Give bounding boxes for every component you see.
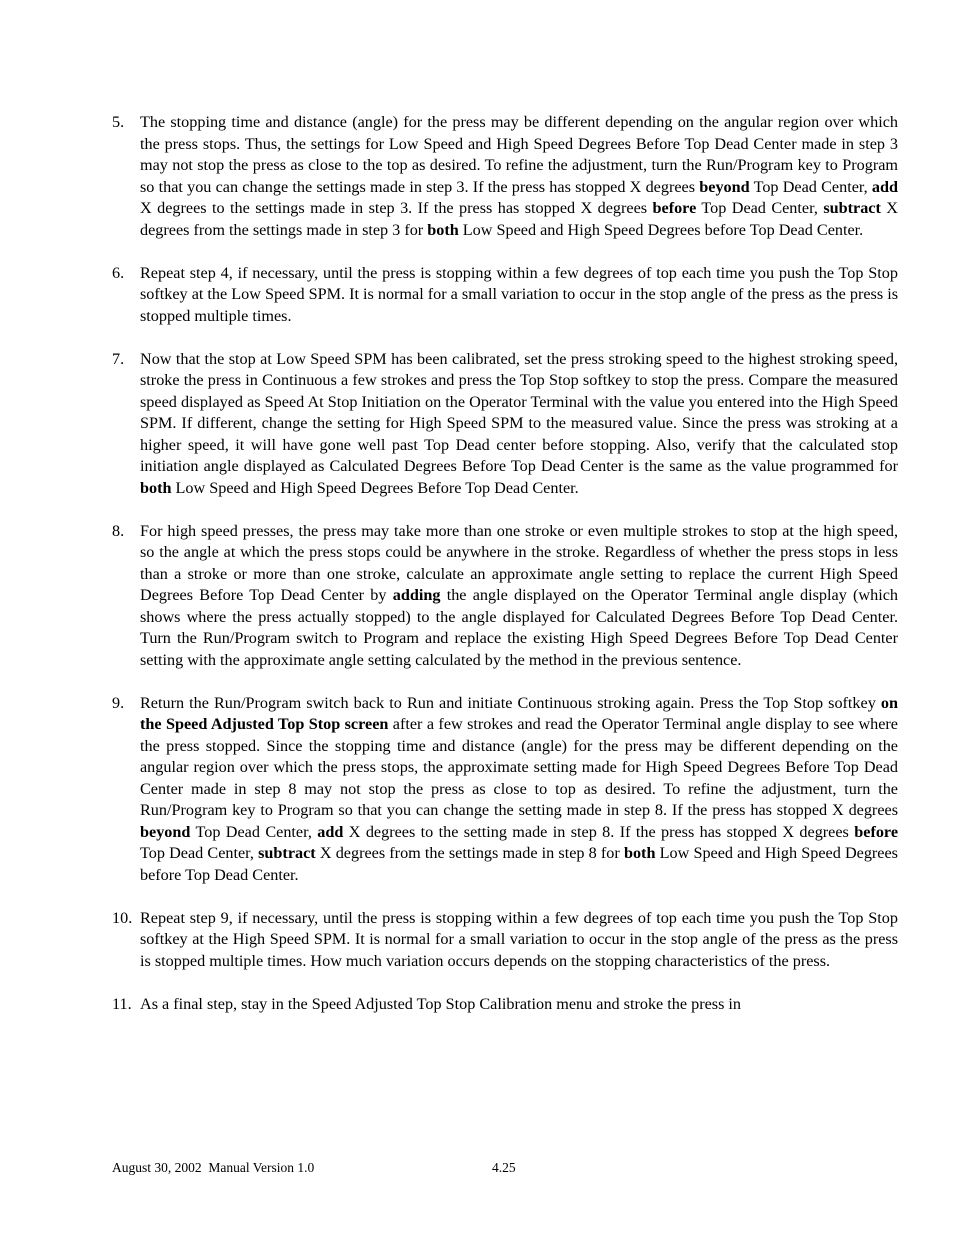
step-text-run: X degrees to the setting made in step 8. If the press has stopped X degrees <box>343 822 855 841</box>
step-text-run: As a final step, stay in the Speed Adjusted Top Stop Calibration menu and stroke the press in <box>140 994 742 1013</box>
emphasis-text: add <box>871 177 898 196</box>
step-text <box>140 263 898 328</box>
step-text-run: after a few strokes and read the Operator Terminal angle display to see where the press stopped. Since the stopping time and distance (angle) for the press may be different depending on the angular region over which the press stops, the approximate setting made for High Speed Degrees Before Top Dead Center made in step 8 may not stop the press as close to top as desired. To refine the adjustment, turn the Run/Program key to Program so that you can change the setting made in step 8. If the press has stopped X degrees <box>140 715 898 819</box>
emphasis-text: both <box>140 478 172 497</box>
step-text-run: X degrees to the settings made in step 3. If the press has stopped X degrees <box>140 199 653 217</box>
step-item <box>112 521 898 672</box>
step-number: 8. <box>112 521 125 540</box>
step-text <box>140 994 898 1016</box>
emphasis-text: subtract <box>258 844 316 862</box>
emphasis-text: before <box>854 822 898 841</box>
step-number: 7. <box>112 349 125 368</box>
emphasis-text: beyond <box>699 177 750 196</box>
step-text-run: Return the Run/Program switch back to Run and initiate Continuous stroking again. Press the Top Stop softkey <box>140 693 881 712</box>
step-number: 10. <box>112 908 133 927</box>
emphasis-text: beyond <box>140 822 191 841</box>
step-text <box>140 908 898 973</box>
step-text-run: X degrees from the settings made in step 3 for <box>140 199 898 239</box>
step-item <box>112 349 898 500</box>
emphasis-text: both <box>623 844 656 862</box>
step-text-run: Repeat step 4, if necessary, until the press is stopping within a few degrees of top each time you push the Top Stop softkey at the Low Speed SPM. It is normal for a small variation to occur in the stop angle of the press as the press is stopped multiple times. <box>140 263 898 325</box>
step-text <box>140 112 898 241</box>
step-text <box>140 521 898 672</box>
emphasis-text: subtract <box>823 199 881 217</box>
step-text-run: Repeat step 9, if necessary, until the press is stopping within a few degrees of top each time you push the Top Stop softkey at the High Speed SPM. It is normal for a small variation to occur in the stop angle of the press as the press is stopped multiple times. How much variation occurs depends on the stopping characteristics of the press. <box>140 908 898 970</box>
emphasis-text: both <box>427 220 459 239</box>
step-text-run: Top Dead Center, <box>190 822 318 841</box>
manual-page-body <box>112 112 898 1037</box>
step-text-run: Top Dead Center, <box>696 199 824 217</box>
step-item <box>112 112 898 241</box>
step-item <box>112 994 898 1016</box>
step-text <box>140 693 898 887</box>
step-item <box>112 693 898 887</box>
step-text-run: Low Speed and High Speed Degrees before Top Dead Center. <box>458 220 864 239</box>
step-text <box>140 349 898 500</box>
step-text-run: Top Dead Center, <box>749 177 872 196</box>
footer-date-version: August 30, 2002 Manual Version 1.0 <box>112 1160 315 1175</box>
step-item <box>112 908 898 973</box>
emphasis-text: add <box>317 822 344 841</box>
footer-page-number: 4.25 <box>492 1160 516 1175</box>
step-text-run: X degrees from the settings made in step 8 for <box>315 844 624 862</box>
emphasis-text: adding <box>392 586 441 604</box>
emphasis-text: on the Speed Adjusted Top Stop screen <box>140 693 898 733</box>
step-number: 5. <box>112 113 125 131</box>
emphasis-text: before <box>652 199 697 217</box>
step-text-run: Now that the stop at Low Speed SPM has been calibrated, set the press stroking speed to the highest stroking speed, stroke the press in Continuous a few strokes and press the Top Stop softkey to stop the press. Compare the measured speed displayed as Speed At Stop Initiation on the Operator Terminal with the value you entered into the High Speed SPM. If different, change the setting for High Speed SPM to the measured value. Since the press was stroking at a higher speed, it will have gone well past Top Dead center before stopping. Also, verify that the calculated stop initiation angle displayed as Calculated Degrees Before Top Dead Center is the same as the value programmed for <box>140 349 898 475</box>
step-text-run: Low Speed and High Speed Degrees before Top Dead Center. <box>140 844 898 884</box>
step-number: 11. <box>112 994 132 1013</box>
step-item <box>112 263 898 328</box>
step-text-run: the angle displayed on the Operator Terminal angle display (which shows where the press actually stopped) to the angle displayed for Calculated Degrees Before Top Dead Center. Turn the Run/Program switch to Program and replace the existing High Speed Degrees Before Top Dead Center setting with the approximate angle setting calculated by the method in the previous sentence. <box>140 586 898 669</box>
step-number: 9. <box>112 693 125 712</box>
step-text-run: For high speed presses, the press may take more than one stroke or even multiple strokes to stop at the high speed, so the angle at which the press stops could be anywhere in the stroke. Regardless of whether the press stops in less than a stroke or more than one stroke, calculate an approximate angle setting to replace the current High Speed Degrees Before Top Dead Center by <box>140 521 898 604</box>
step-text-run: Low Speed and High Speed Degrees Before Top Dead Center. <box>171 478 579 497</box>
step-text-run: The stopping time and distance (angle) for the press may be different depending on the angular region over which the press stops. Thus, the settings for Low Speed and High Speed Degrees Before Top Dead Center made in step 3 may not stop the press as close to the top as desired. To refine the adjustment, turn the Run/Program key to Program so that you can change the settings made in step 3. If the press has stopped X degrees <box>140 113 898 196</box>
step-number: 6. <box>112 263 125 282</box>
step-text-run: Top Dead Center, <box>140 844 259 862</box>
